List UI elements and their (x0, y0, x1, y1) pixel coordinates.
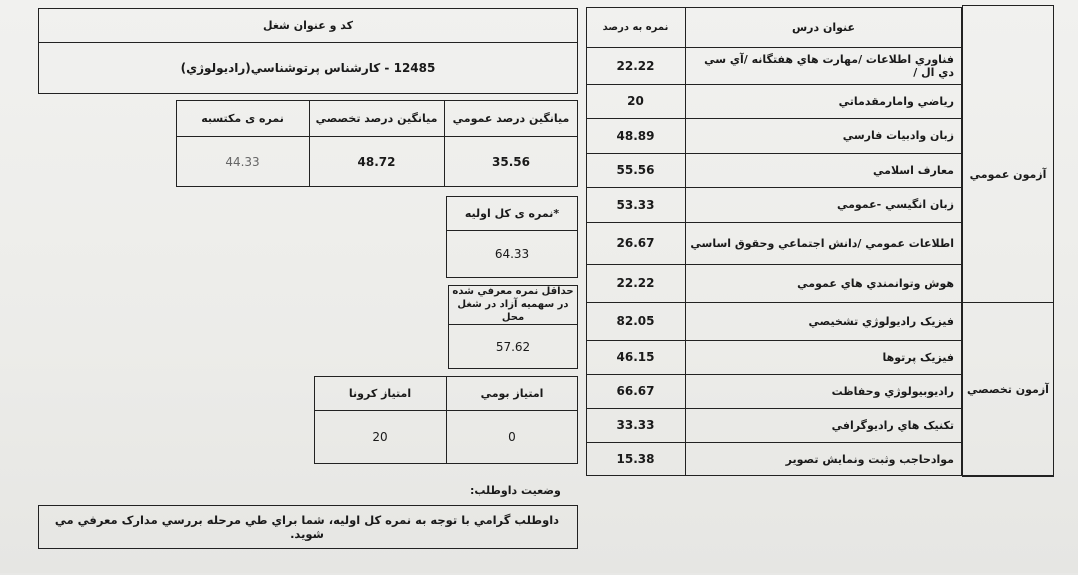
job-header: کد و عنوان شغل (263, 18, 353, 32)
exam-group-label: آزمون عمومي (969, 168, 1047, 181)
course-title: هوش وتوانمندي هاي عمومي (797, 276, 954, 290)
corona-bonus-header: امتياز کرونا (348, 386, 412, 400)
exam-group-label: آزمون تخصصي (967, 382, 1049, 396)
acquired-score-value: 44.33 (225, 154, 260, 169)
course-title-header: عنوان درس (791, 20, 856, 34)
min-score-value: 57.62 (495, 339, 531, 354)
course-score: 20 (627, 94, 644, 108)
course-score: 15.38 (616, 452, 655, 466)
initial-score-value: 64.33 (494, 247, 530, 261)
course-title: رياضي وامارمقدماتي (838, 94, 954, 108)
initial-score-label: *نمره ی کل اوليه (464, 206, 560, 220)
avg-general-value: 35.56 (492, 154, 530, 169)
native-bonus-header: امتياز بومي (480, 386, 544, 400)
native-bonus-value: 0 (508, 430, 516, 444)
course-score: 48.89 (616, 128, 655, 143)
course-title: معارف اسلامي (873, 163, 954, 177)
status-label: وضعيت داوطلب: (470, 483, 561, 497)
course-title: موادحاجب وثبت ونمايش تصوير (785, 452, 954, 466)
course-score: 33.33 (616, 418, 655, 432)
score-percent-header: نمره به درصد (602, 21, 669, 33)
acquired-score-header: نمره ی مکتسبه (201, 111, 284, 125)
course-score: 82.05 (616, 314, 655, 328)
course-title: زبان انگيسي -عمومي (836, 198, 954, 211)
course-score: 26.67 (616, 236, 655, 250)
footer-cutoff-text (400, 565, 1000, 575)
status-message: داوطلب گرامي با توجه به نمره کل اوليه، شما براي طي مرحله بررسي مدارک معرفي مي شويد. (54, 513, 560, 541)
avg-specialized-header: ميانگين درصد تخصصي (315, 111, 438, 125)
course-score: 66.67 (616, 384, 655, 398)
course-title: زبان وادبيات فارسي (842, 129, 954, 142)
course-title: فناوري اطلاعات /مهارت هاي هفتگانه /آي سي دي ال / (704, 52, 954, 79)
course-title: اطلاعات عمومي /دانش اجتماعي وحقوق اساسي (690, 236, 954, 250)
course-score: 22.22 (616, 276, 655, 290)
course-title: تکنيک هاي راديوگرافي (831, 418, 954, 432)
corona-bonus-value: 20 (372, 430, 388, 444)
avg-general-header: ميانگين درصد عمومي (452, 111, 570, 125)
course-score: 53.33 (616, 197, 655, 212)
course-title: راديوبيولوژي وحفاظت (831, 384, 954, 398)
course-title: فيزيک پرتوها (882, 350, 954, 364)
job-value: 12485 - کارشناس پرتوشناسي(راديولوژي) (180, 61, 436, 75)
course-score: 22.22 (616, 58, 655, 73)
course-title: فيزيک راديولوژي تشخيصي (808, 314, 954, 328)
min-score-label: حداقل نمره معرفي شده در سهميه آزاد در شغل محل (452, 286, 574, 323)
avg-specialized-value: 48.72 (357, 154, 396, 169)
course-score: 46.15 (616, 350, 655, 364)
course-score: 55.56 (616, 163, 655, 177)
